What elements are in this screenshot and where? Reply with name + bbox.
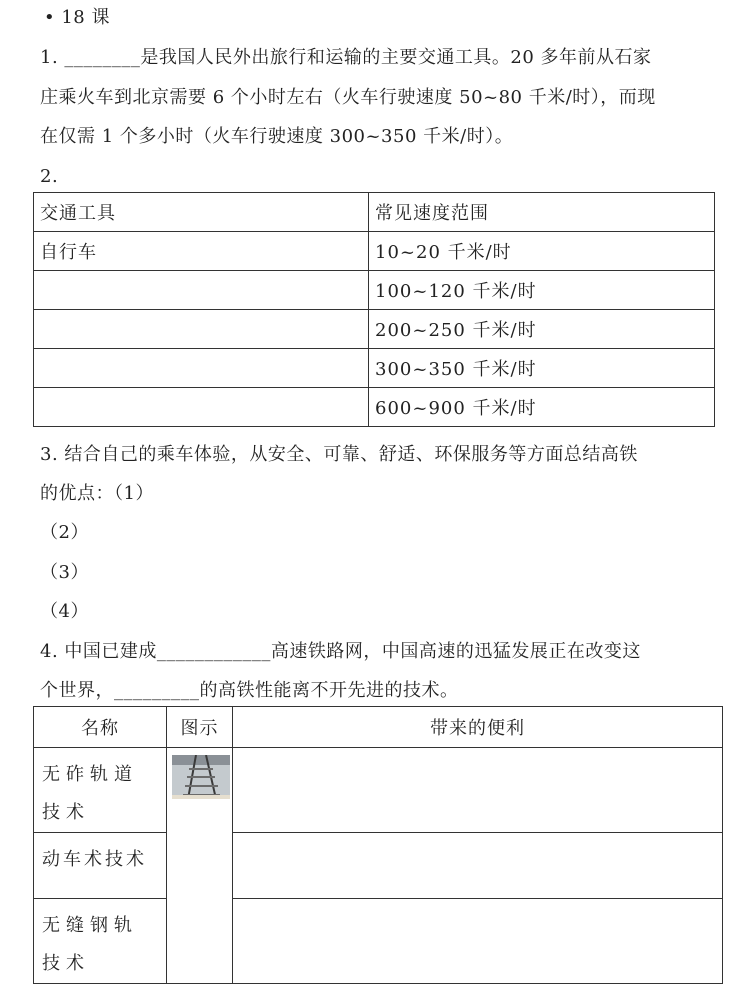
table-row: [34, 748, 723, 833]
speed-cell: 200~250 千米/时: [369, 310, 715, 349]
vehicle-cell[interactable]: [34, 388, 369, 427]
table-row: [34, 232, 715, 271]
q3-item-4: （4）: [40, 601, 89, 622]
benefit-cell[interactable]: [233, 748, 723, 833]
technology-table: [33, 706, 723, 984]
speed-cell: 100~120 千米/时: [369, 271, 715, 310]
benefit-cell[interactable]: [233, 899, 723, 984]
header-illustration: 图示: [167, 707, 233, 748]
lesson-heading: • 18 课: [44, 7, 110, 28]
illustration-cell: [167, 748, 233, 984]
tech-name-cell: 无砟轨道技术: [34, 748, 167, 833]
vehicle-cell: 自行车: [34, 232, 369, 271]
q3-line-1: 3. 结合自己的乘车体验，从安全、可靠、舒适、环保服务等方面总结高铁: [40, 444, 638, 465]
vehicle-cell[interactable]: [34, 310, 369, 349]
header-benefit: 带来的便利: [233, 707, 723, 748]
speed-cell: 600~900 千米/时: [369, 388, 715, 427]
tech-name-cell: 动车术技术: [34, 833, 167, 899]
q1-line-2: 庄乘火车到北京需要 6 个小时左右（火车行驶速度 50~80 千米/时），而现: [40, 87, 656, 108]
header-name: 名称: [34, 707, 167, 748]
speed-cell: 10~20 千米/时: [369, 232, 715, 271]
technology-table-header: [34, 707, 723, 748]
q2-label: 2.: [40, 166, 59, 187]
table-row: [34, 833, 723, 899]
table-row: [34, 310, 715, 349]
q4-line-1: 4. 中国已建成____________高速铁路网，中国高速的迅猛发展正在改变这: [40, 641, 641, 662]
track-image: [172, 755, 230, 799]
table-row: [34, 349, 715, 388]
speed-cell: 300~350 千米/时: [369, 349, 715, 388]
benefit-cell[interactable]: [233, 833, 723, 899]
vehicle-cell[interactable]: [34, 349, 369, 388]
table-row: [34, 899, 723, 984]
q4-line-2: 个世界，_________的高铁性能离不开先进的技术。: [40, 680, 459, 701]
q3-item-2: （2）: [40, 522, 89, 543]
speed-table-header: [34, 193, 715, 232]
q3-item-3: （3）: [40, 562, 89, 583]
q1-line-1: 1. ________是我国人民外出旅行和运输的主要交通工具。20 多年前从石家: [40, 47, 652, 68]
speed-table-header-speed: 常见速度范围: [369, 193, 715, 232]
speed-table-header-vehicle: 交通工具: [34, 193, 369, 232]
table-row: [34, 388, 715, 427]
q1-line-3: 在仅需 1 个多小时（火车行驶速度 300~350 千米/时）。: [40, 126, 514, 147]
tech-name-cell: 无缝钢轨技术: [34, 899, 167, 984]
ballastless-track-photo: [172, 755, 230, 799]
table-row: [34, 271, 715, 310]
vehicle-cell[interactable]: [34, 271, 369, 310]
q3-line-2: 的优点：（1）: [40, 483, 154, 504]
speed-table: [33, 192, 715, 427]
